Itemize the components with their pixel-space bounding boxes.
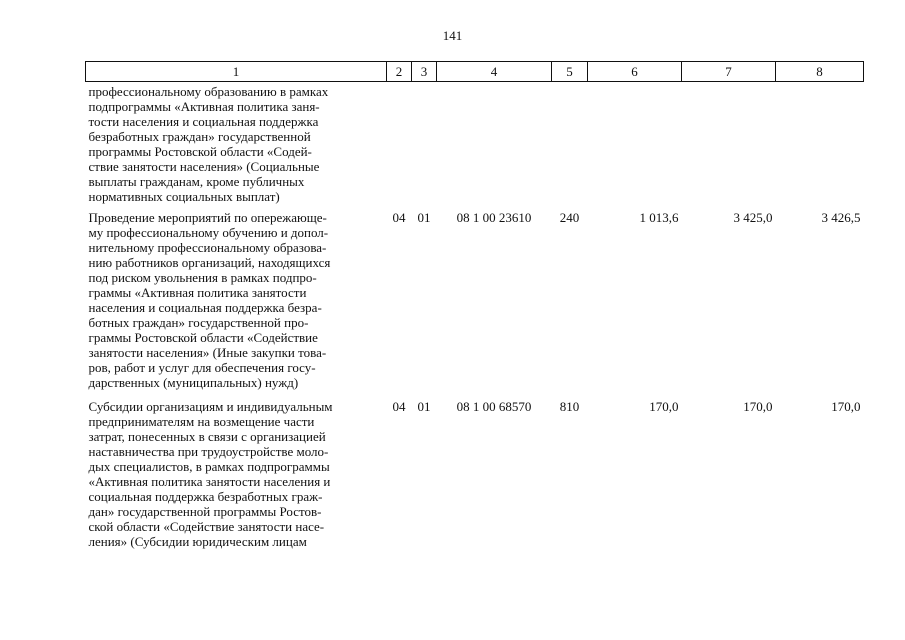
description-line: программы Ростовской области «Содей- — [88, 144, 312, 159]
description-line: выплаты гражданам, кроме публичных — [88, 174, 305, 189]
amount-year-2: 170,0 — [743, 399, 773, 414]
description-line: дан» государственной программы Ростов- — [88, 504, 322, 519]
header-col-7: 7 — [682, 62, 776, 82]
description-line: нию работников организаций, находящихся — [88, 255, 331, 270]
description-line: социальная поддержка безработных граж- — [88, 489, 323, 504]
description-line: Субсидии организациям и индивидуальным — [88, 399, 333, 414]
description-line: «Активная политика занятости населения и — [88, 474, 331, 489]
header-col-2: 2 — [387, 62, 412, 82]
subsection-code: 01 — [417, 210, 431, 225]
amount-year-2 — [682, 82, 776, 211]
description-line: ления» (Субсидии юридическим лицам — [88, 534, 307, 549]
target-article-code: 08 1 00 23610 — [456, 210, 532, 225]
target-article-code: 08 1 00 68570 — [456, 399, 532, 414]
table-row — [86, 210, 864, 399]
row-description — [86, 210, 387, 399]
amount-year-3: 3 426,5 — [821, 210, 861, 225]
expense-type-code: 810 — [559, 399, 580, 414]
description-line: занятости населения» (Иные закупки това- — [88, 345, 327, 360]
description-line: ботных граждан» государственной про- — [88, 315, 309, 330]
description-line: му профессиональному обучению и допол- — [88, 225, 329, 240]
page-number: 141 — [442, 28, 463, 43]
section-code: 04 — [392, 210, 406, 225]
table-row — [86, 399, 864, 555]
description-line: граммы Ростовской области «Содействие — [88, 330, 318, 345]
amount-year-3 — [776, 82, 864, 211]
header-col-3: 3 — [412, 62, 437, 82]
description-line: нормативных социальных выплат) — [88, 189, 280, 204]
amount-year-1: 170,0 — [649, 399, 679, 414]
expense-type-code — [552, 82, 588, 211]
budget-table — [85, 61, 864, 555]
amount-year-3: 170,0 — [831, 399, 861, 414]
description-line: безработных граждан» государственной — [88, 129, 311, 144]
description-line: дых специалистов, в рамках подпрограммы — [88, 459, 330, 474]
subsection-code — [412, 82, 437, 211]
description-line: населения и социальная поддержка безра- — [88, 300, 322, 315]
description-line: затрат, понесенных в связи с организацией — [88, 429, 326, 444]
description-line: ров, работ и услуг для обеспечения госу- — [88, 360, 316, 375]
description-line: ской области «Содействие занятости насе- — [88, 519, 325, 534]
header-col-1: 1 — [86, 62, 387, 82]
target-article-code — [437, 82, 552, 211]
description-line: граммы «Активная политика занятости — [88, 285, 307, 300]
amount-year-2: 3 425,0 — [733, 210, 773, 225]
amount-year-1 — [588, 82, 682, 211]
row-description — [86, 399, 387, 555]
header-col-4: 4 — [437, 62, 552, 82]
header-col-5: 5 — [552, 62, 588, 82]
header-col-6: 6 — [588, 62, 682, 82]
description-line: предпринимателям на возмещение части — [88, 414, 315, 429]
table-row — [86, 82, 864, 211]
description-line: дарственных (муниципальных) нужд) — [88, 375, 299, 390]
subsection-code: 01 — [417, 399, 431, 414]
header-row — [86, 62, 864, 82]
description-line: тости населения и социальная поддержка — [88, 114, 319, 129]
row-description — [86, 82, 387, 211]
description-line: профессиональному образованию в рамках — [88, 84, 329, 99]
expense-type-code: 240 — [559, 210, 580, 225]
section-code — [387, 82, 412, 211]
description-line: подпрограммы «Активная политика заня- — [88, 99, 320, 114]
description-line: ствие занятости населения» (Социальные — [88, 159, 320, 174]
description-line: под риском увольнения в рамках подпро- — [88, 270, 317, 285]
amount-year-1: 1 013,6 — [639, 210, 679, 225]
section-code: 04 — [392, 399, 406, 414]
description-line: нительному профессиональному образова- — [88, 240, 327, 255]
header-col-8: 8 — [776, 62, 864, 82]
description-line: Проведение мероприятий по опережающе- — [88, 210, 327, 225]
description-line: наставничества при трудоустройстве моло- — [88, 444, 329, 459]
